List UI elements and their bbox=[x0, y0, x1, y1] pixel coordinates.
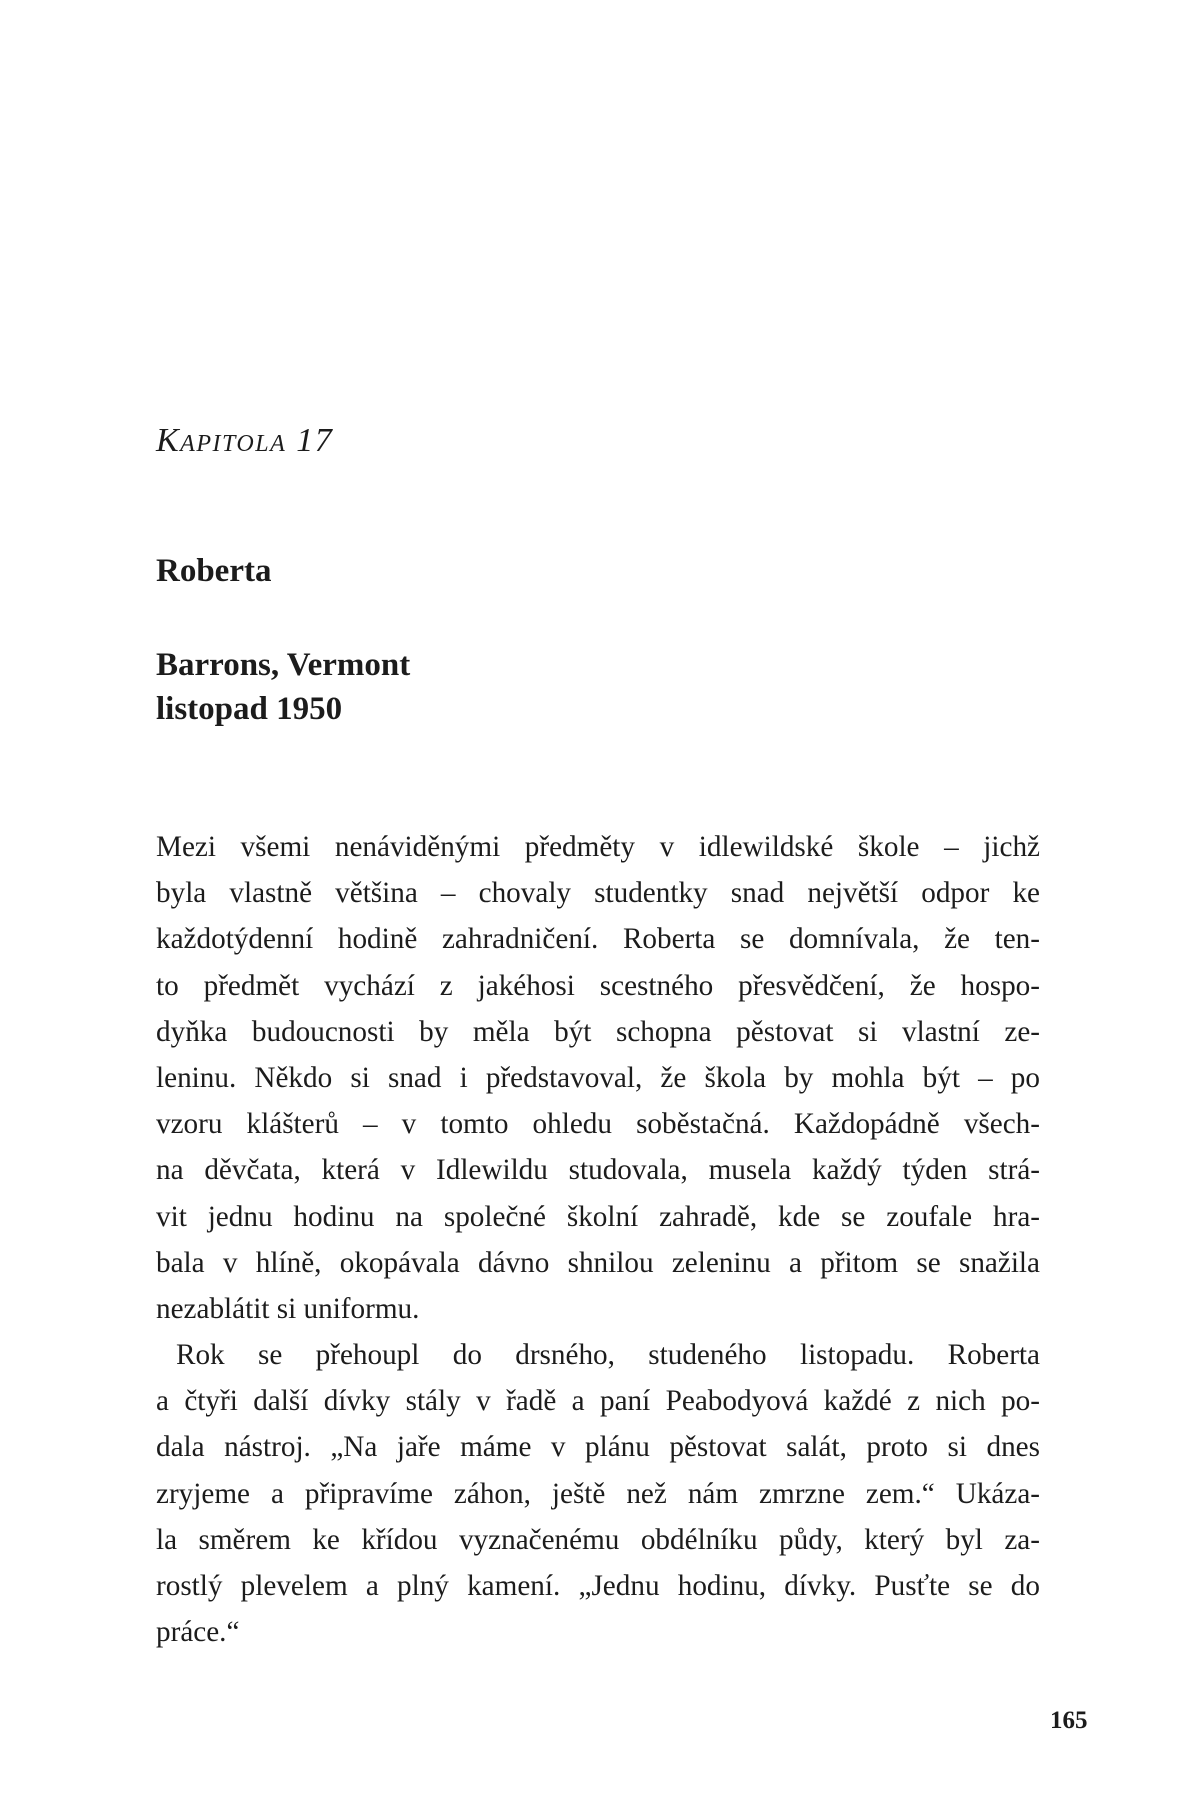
text-line: byla vlastně většina – chovaly studentky snad největší odpor ke bbox=[156, 877, 1040, 910]
text-line: práce.“ bbox=[156, 1616, 240, 1649]
place-line: Barrons, Vermont bbox=[156, 647, 411, 683]
text-line: na děvčata, která v Idlewildu studovala, musela každý týden strá- bbox=[156, 1154, 1040, 1187]
paragraph-2 bbox=[156, 1332, 1040, 1655]
place-and-date bbox=[156, 643, 410, 731]
text-line: leninu. Někdo si snad i představoval, že škola by mohla být – po bbox=[156, 1061, 1040, 1094]
text-line: Rok se přehoupl do drsného, studeného listopadu. Roberta bbox=[176, 1339, 1040, 1372]
text-line: rostlý plevelem a plný kamení. „Jednu hodinu, dívky. Pusťte se do bbox=[156, 1570, 1040, 1602]
chapter-label: Kapitola 17 bbox=[156, 422, 334, 459]
date-line: listopad 1950 bbox=[156, 691, 343, 727]
text-line: dyňka budoucnosti by měla být schopna pěstovat si vlastní ze- bbox=[156, 1015, 1040, 1048]
text-line: a čtyři další dívky stály v řadě a paní Peabodyová každé z nich po- bbox=[156, 1385, 1040, 1418]
text-line: dala nástroj. „Na jaře máme v plánu pěstovat salát, proto si dnes bbox=[156, 1431, 1040, 1464]
text-line: nezablátit si uniformu. bbox=[156, 1292, 420, 1325]
chapter-title: Roberta bbox=[156, 553, 272, 589]
page-number: 165 bbox=[1050, 1707, 1088, 1734]
text-line: bala v hlíně, okopávala dávno shnilou zeleninu a přitom se snažila bbox=[156, 1246, 1040, 1279]
text-line: Mezi všemi nenáviděnými předměty v idlewildské škole – jichž bbox=[156, 831, 1040, 863]
text-line: každotýdenní hodině zahradničení. Roberta se domnívala, že ten- bbox=[156, 923, 1040, 956]
text-line: vzoru klášterů – v tomto ohledu soběstačná. Každopádně všech- bbox=[156, 1108, 1040, 1141]
text-line: to předmět vychází z jakéhosi scestného přesvědčení, že hospo- bbox=[156, 969, 1040, 1002]
paragraph-1 bbox=[156, 824, 1040, 1332]
text-line: zryjeme a připravíme záhon, ještě než nám zmrzne zem.“ Ukáza- bbox=[156, 1477, 1040, 1510]
text-line: la směrem ke křídou vyznačenému obdélníku půdy, který byl za- bbox=[156, 1523, 1040, 1556]
text-line: vit jednu hodinu na společné školní zahradě, kde se zoufale hra- bbox=[156, 1200, 1040, 1233]
body-text bbox=[156, 824, 1040, 1655]
